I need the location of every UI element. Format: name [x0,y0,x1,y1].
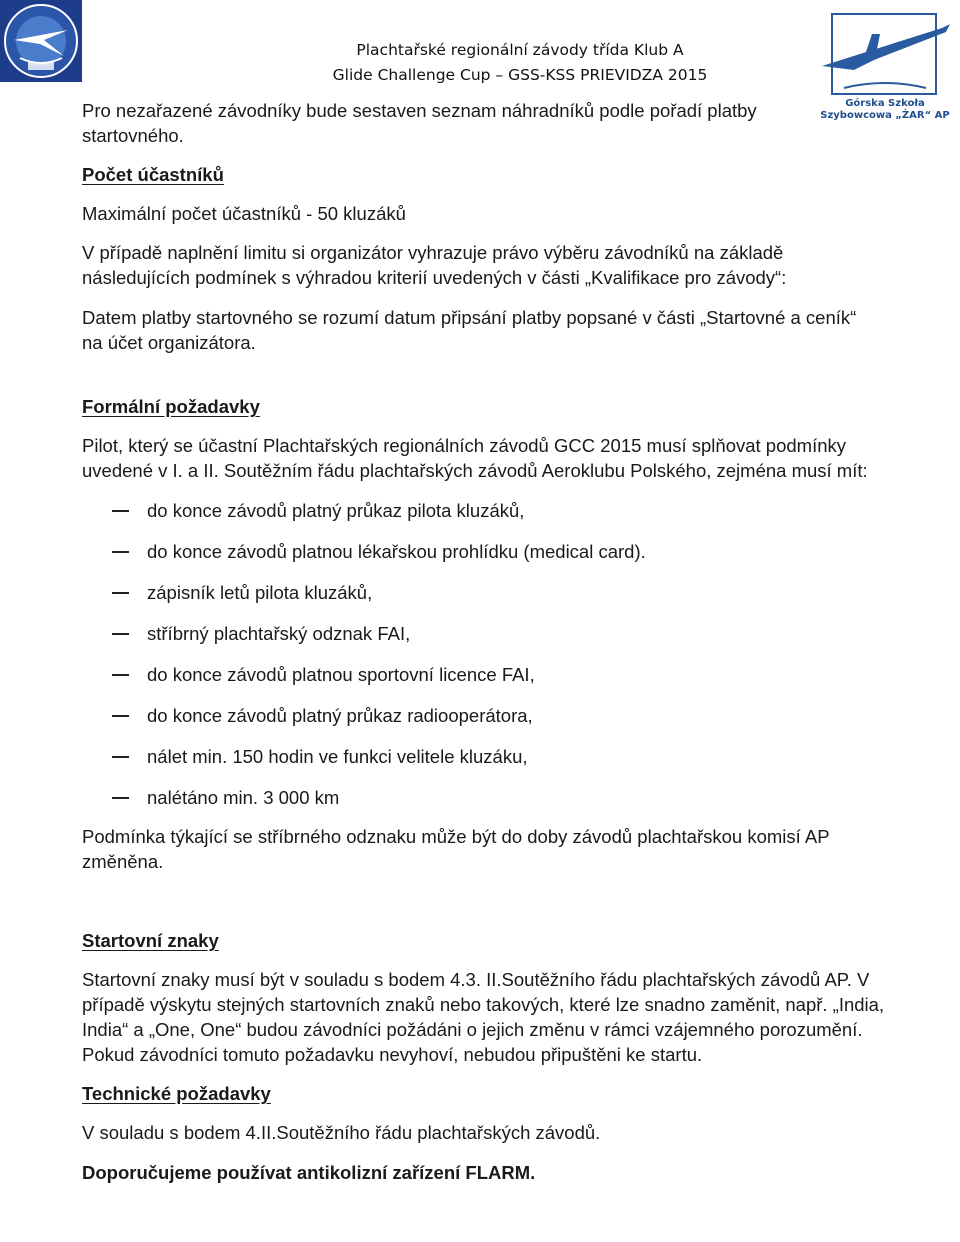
list-item: do konce závodů platnou sportovní licence FAI, [82,662,920,687]
list-item: do konce závodů platný průkaz radiooperátora, [82,703,920,728]
club-emblem-logo [0,0,82,82]
heading-start-marks: Startovní znaky [82,930,219,951]
requirements-list [82,498,920,810]
glider-icon [814,8,956,96]
list-item: stříbrný plachtařský odznak FAI, [82,621,920,646]
heading-technical-requirements: Technické požadavky [82,1083,271,1104]
list-item: nalétáno min. 3 000 km [82,785,920,810]
technical-text: V souladu s bodem 4.II.Soutěžního řádu plachtařských závodů. [82,1122,601,1143]
silver-badge-note: Podmínka týkající se stříbrného odznaku může být do doby závodů plachtařskou komisí AP změněna. [82,826,830,872]
start-marks-text: Startovní znaky musí být v souladu s bodem 4.3. II.Soutěžního řádu plachtařských závodů AP. V případě výskytu stejných startovních znaků nebo takových, které lze snadno zaměnit, např. „India, India“ a „One, One“ budou závodníci požádáni o jejich změnu v rámci vzájemného porozumění. Pokud závodníci tomuto požadavku nevyhoví, nebudou připuštěni ke startu. [82,969,885,1065]
header-line-1: Plachtařské regionální závody třída Klub A [356,41,684,59]
intro-paragraph: Pro nezařazené závodníky bude sestaven seznam náhradníků podle pořadí platby startovného. [82,100,757,146]
heading-participants: Počet účastníků [82,164,224,185]
list-item: do konce závodů platnou lékařskou prohlídku (medical card). [82,539,920,564]
document-header [310,38,730,88]
participants-limit: V případě naplnění limitu si organizátor vyhrazuje právo výběru závodníků na základě následujících podmínek s výhradou kriterií uvedených v části „Kvalifikace pro závody“: [82,242,787,288]
list-item: do konce závodů platný průkaz pilota kluzáků, [82,498,920,523]
header-line-2: Glide Challenge Cup – GSS-KSS PRIEVIDZA 2015 [332,66,708,84]
formal-intro: Pilot, který se účastní Plachtařských regionálních závodů GCC 2015 musí splňovat podmínky uvedené v I. a II. Soutěžním řádu plachtařských závodů Aeroklubu Polského, zejména musí mít: [82,435,868,481]
logo-caption-1: Górska Szkoła [845,98,925,109]
logo-caption-2: Szybowcowa „ŻAR“ AP [820,110,950,121]
participants-payment-date: Datem platby startovného se rozumí datum připsání platby popsané v části „Startovné a ceník“ na účet organizátora. [82,307,857,353]
participants-max: Maximální počet účastníků - 50 kluzáků [82,203,406,224]
list-item: zápisník letů pilota kluzáků, [82,580,920,605]
heading-formal-requirements: Formální požadavky [82,396,260,417]
document-body [82,98,920,1185]
list-item: nálet min. 150 hodin ve funkci velitele kluzáku, [82,744,920,769]
flarm-recommendation: Doporučujeme používat antikolizní zařízení FLARM. [82,1162,536,1183]
